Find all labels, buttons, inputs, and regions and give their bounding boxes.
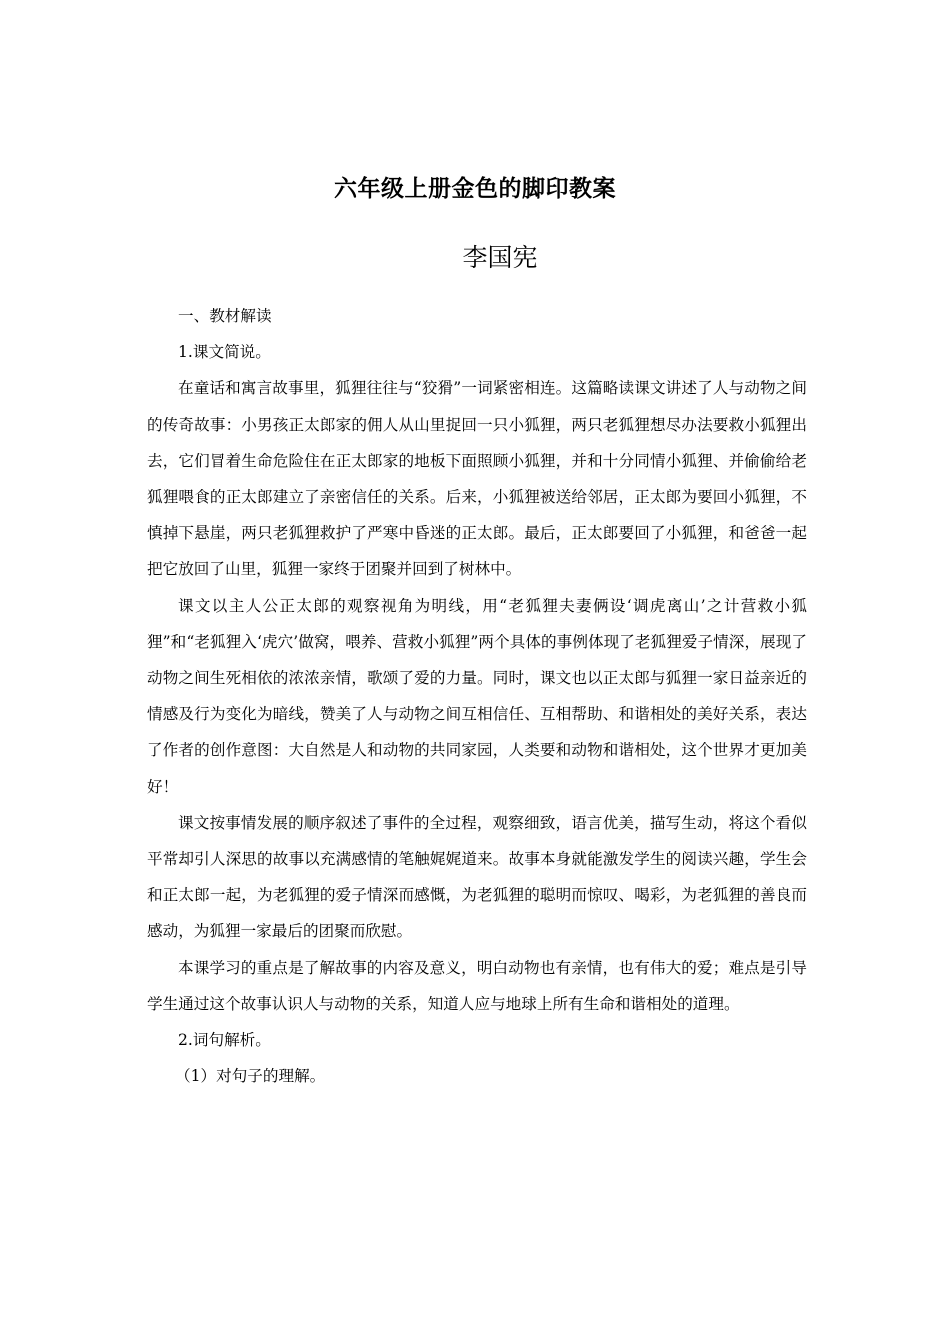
- subsection-heading: 2.词句解析。: [178, 1031, 271, 1050]
- document-body: [147, 298, 807, 1094]
- item-heading: （1）对句子的理解。: [175, 1067, 326, 1086]
- body-paragraph: 在童话和寓言故事里，狐狸往往与“狡猾”一词紧密相连。这篇略读课文讲述了人与动物之间的传奇故事：小男孩正太郎家的佣人从山里捉回一只小狐狸，两只老狐狸想尽办法要救小狐狸出去，它们冒着生命危险住在正太郎家的地板下面照顾小狐狸，并和十分同情小狐狸、并偷偷给老狐狸喂食的正太郎建立了亲密信任的关系。后来，小狐狸被送给邻居，正太郎为要回小狐狸，不慎掉下悬崖，两只老狐狸救护了严寒中昏迷的正太郎。最后，正太郎要回了小狐狸，和爸爸一起把它放回了山里，狐狸一家终于团聚并回到了树林中。: [147, 379, 807, 579]
- document-author: 李国宪: [462, 243, 538, 272]
- section-heading: 一、教材解读: [178, 307, 272, 325]
- subsection-heading: 1.课文简说。: [178, 343, 271, 362]
- body-paragraph: 课文按事情发展的顺序叙述了事件的全过程，观察细致，语言优美，描写生动，将这个看似平常却引人深思的故事以充满感情的笔触娓娓道来。故事本身就能激发学生的阅读兴趣，学生会和正太郎一起，为老狐狸的爱子情深而感慨，为老狐狸的聪明而惊叹、喝彩，为老狐狸的善良而感动，为狐狸一家最后的团聚而欣慰。: [147, 813, 807, 941]
- body-paragraph: 课文以主人公正太郎的观察视角为明线，用“老狐狸夫妻俩设‘调虎离山’之计营救小狐狸”和“老狐狸入‘虎穴’做窝，喂养、营救小狐狸”两个具体的事例体现了老狐狸爱子情深，展现了动物之间生死相依的浓浓亲情，歌颂了爱的力量。同时，课文也以正太郎与狐狸一家日益亲近的情感及行为变化为暗线，赞美了人与动物之间互相信任、互相帮助、和谐相处的美好关系，表达了作者的创作意图：大自然是人和动物的共同家园，人类要和动物和谐相处，这个世界才更加美好！: [147, 596, 807, 796]
- document-title: 六年级上册金色的脚印教案: [334, 176, 616, 202]
- body-paragraph: 本课学习的重点是了解故事的内容及意义，明白动物也有亲情，也有伟大的爱；难点是引导学生通过这个故事认识人与动物的关系，知道人应与地球上所有生命和谐相处的道理。: [147, 958, 807, 1013]
